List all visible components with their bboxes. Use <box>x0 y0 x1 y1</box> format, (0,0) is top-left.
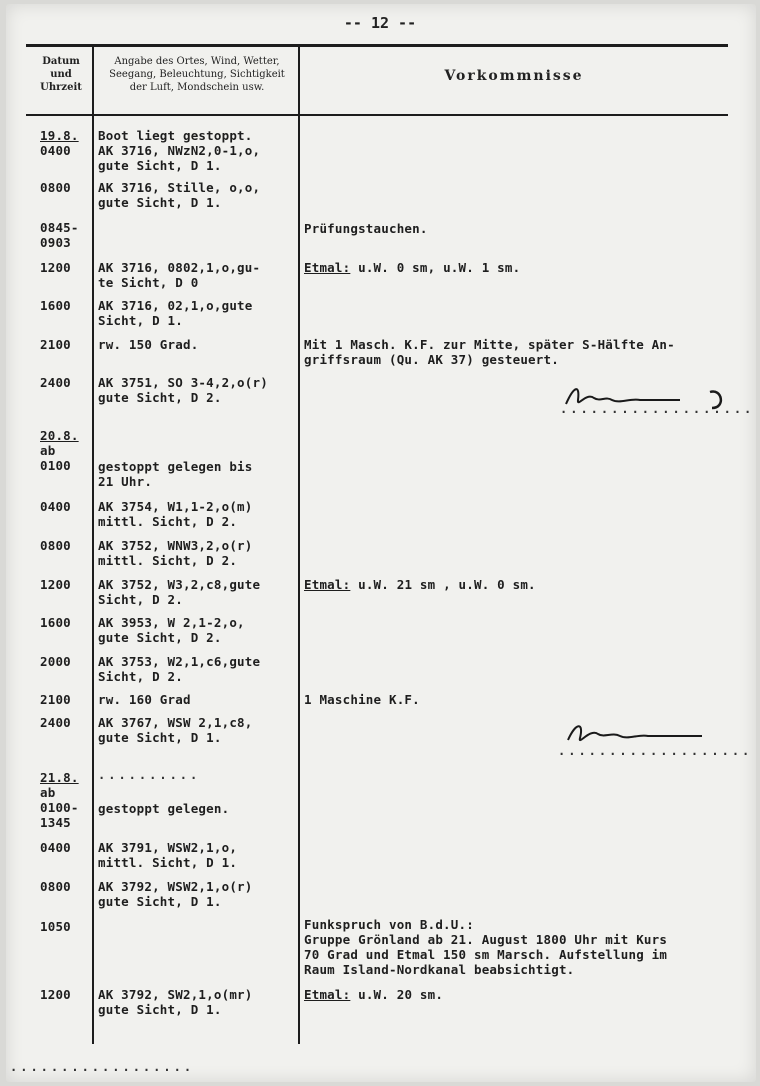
page-number: -- 12 -- <box>343 14 417 32</box>
entry-time: 1600 <box>40 615 71 630</box>
entry-info: AK 3792, SW2,1,o(mr) gute Sicht, D 1. <box>98 987 253 1017</box>
entry-time: 2400 <box>40 375 71 390</box>
entry-time: 0845- 0903 <box>40 220 79 250</box>
entry-time: 0800 <box>40 180 71 195</box>
entry-event: Etmal: u.W. 20 sm. <box>304 987 444 1002</box>
signature-dotted-line: ................... <box>558 744 753 758</box>
entry-info: AK 3953, W 2,1-2,o, gute Sicht, D 2. <box>98 615 245 645</box>
entry-info: AK 3754, W1,1-2,o(m) mittl. Sicht, D 2. <box>98 499 253 529</box>
entry-time: 2100 <box>40 692 71 707</box>
entry-event: Funkspruch von B.d.U.: Gruppe Grönland ab 21. August 1800 Uhr mit Kurs 70 Grad und Etmal 150 sm Marsch. Aufstellung im Raum Island-Nordkanal beabsichtigt. <box>304 917 668 977</box>
column-divider-right <box>298 44 300 1044</box>
signature-dotted-line: ................... <box>560 402 755 416</box>
entry-time: 0800 <box>40 879 71 894</box>
entry-time: 1600 <box>40 298 71 313</box>
entry-info: AK 3716, Stille, o,o, gute Sicht, D 1. <box>98 180 261 210</box>
entry-event: Prüfungstauchen. <box>304 221 428 236</box>
entry-info: gestoppt gelegen. <box>98 801 230 816</box>
entry-time: 1200 <box>40 987 71 1002</box>
entry-info: AK 3752, W3,2,c8,gute Sicht, D 2. <box>98 577 261 607</box>
entry-info: AK 3751, SO 3-4,2,o(r) gute Sicht, D 2. <box>98 375 268 405</box>
header-date-time: Datum und Uhrzeit <box>40 56 82 93</box>
entry-time: 0400 <box>40 499 71 514</box>
entry-info: Boot liegt gestoppt. AK 3716, NWzN2,0-1,o, gute Sicht, D 1. <box>98 128 261 173</box>
dotted-footer: .................. <box>10 1060 195 1074</box>
entry-time: 1200 <box>40 577 71 592</box>
header-location-weather: Angabe des Ortes, Wind, Wetter, Seegang, Beleuchtung, Sichtigkeit der Luft, Mondschein usw. <box>109 56 285 93</box>
entry-time: 0800 <box>40 538 71 553</box>
entry-time: 19.8. 0400 <box>40 128 79 158</box>
entry-info: AK 3752, WNW3,2,o(r) mittl. Sicht, D 2. <box>98 538 253 568</box>
entry-event: Etmal: u.W. 21 sm , u.W. 0 sm. <box>304 577 536 592</box>
entry-info: AK 3716, 02,1,o,gute Sicht, D 1. <box>98 298 253 328</box>
entry-info: rw. 160 Grad <box>98 692 191 707</box>
entry-time: 1200 <box>40 260 71 275</box>
column-divider-left <box>92 44 94 1044</box>
entry-time: 2400 <box>40 715 71 730</box>
entry-info: AK 3767, WSW 2,1,c8, gute Sicht, D 1. <box>98 715 253 745</box>
entry-event: Mit 1 Masch. K.F. zur Mitte, später S-Hälfte An- griffsraum (Qu. AK 37) gesteuert. <box>304 337 675 367</box>
entry-info: AK 3792, WSW2,1,o(r) gute Sicht, D 1. <box>98 879 253 909</box>
entry-time: 21.8. ab 0100- 1345 <box>40 770 79 830</box>
entry-time: 1050 <box>40 919 71 934</box>
entry-info: rw. 150 Grad. <box>98 337 199 352</box>
entry-event: Etmal: u.W. 0 sm, u.W. 1 sm. <box>304 260 521 275</box>
table-top-rule <box>26 44 728 47</box>
entry-info: gestoppt gelegen bis 21 Uhr. <box>98 459 253 489</box>
entry-time: 20.8. ab 0100 <box>40 428 79 473</box>
entry-info: AK 3716, 0802,1,o,gu- te Sicht, D 0 <box>98 260 261 290</box>
entry-time: 2000 <box>40 654 71 669</box>
entry-info: AK 3791, WSW2,1,o, mittl. Sicht, D 1. <box>98 840 238 870</box>
entry-time: 2100 <box>40 337 71 352</box>
entry-time: 0400 <box>40 840 71 855</box>
entry-info: AK 3753, W2,1,c6,gute Sicht, D 2. <box>98 654 261 684</box>
dotted-separator: .......... <box>98 768 201 782</box>
header-bottom-rule <box>26 114 728 116</box>
header-events: Vorkommnisse <box>444 68 584 84</box>
entry-event: 1 Maschine K.F. <box>304 692 420 707</box>
